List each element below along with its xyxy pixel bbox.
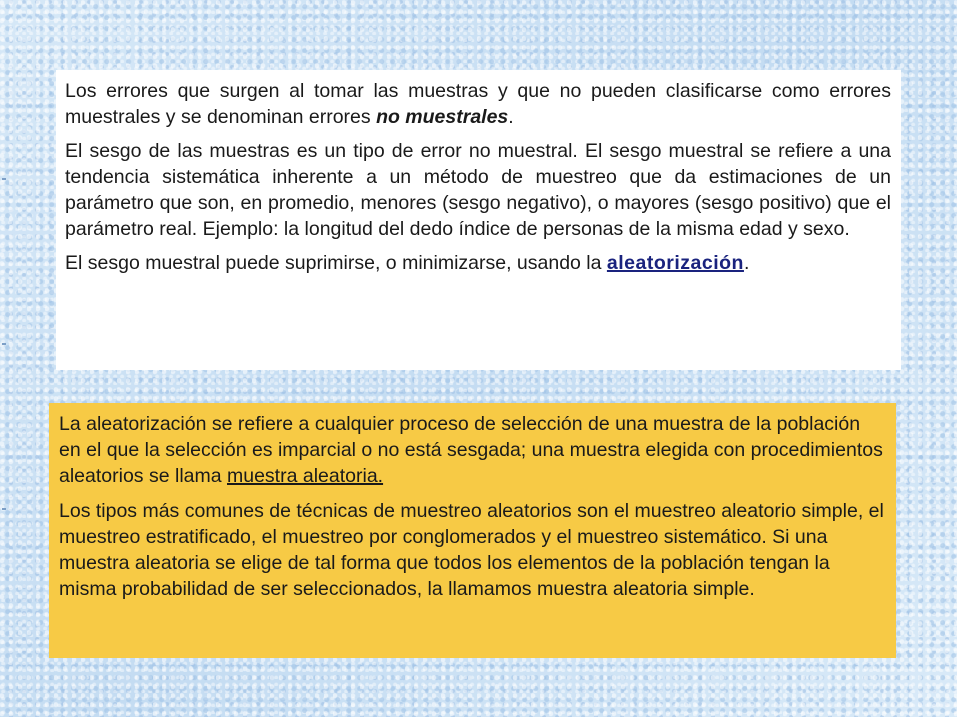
paragraph-text: Los errores que surgen al tomar las muestras y que no pueden clasificarse como errores muestrales y se denominan errores bbox=[65, 80, 891, 128]
edge-mark bbox=[2, 508, 6, 510]
sampling-techniques-paragraph: Los tipos más comunes de técnicas de muestreo aleatorios son el muestreo aleatorio simple, el muestreo estratificado, el muestreo por conglomerados y el muestreo sistemático. Si una muestra aleatoria se elige de tal forma que todos los elementos de la población tengan la misma probabilidad de ser seleccionados, la llamamos muestra aleatoria simple. bbox=[59, 500, 884, 600]
randomization-paragraph bbox=[65, 250, 891, 276]
paragraph-end: . bbox=[508, 106, 514, 128]
edge-mark bbox=[2, 178, 6, 180]
paragraph-end: . bbox=[743, 252, 750, 274]
emphasis-term: no muestrales bbox=[376, 106, 509, 128]
randomization-definition-paragraph bbox=[59, 411, 884, 489]
aleatorizacion-link[interactable]: aleatorización bbox=[606, 252, 744, 274]
paragraph-text: La aleatorización se refiere a cualquier proceso de selección de una muestra de la población en el que la selección es imparcial o no está sesgada; una muestra elegida con procedimientos aleatorios se llama bbox=[59, 413, 883, 487]
bottom-text-panel bbox=[49, 403, 896, 658]
paragraph-text: El sesgo muestral puede suprimirse, o minimizarse, usando la bbox=[65, 252, 607, 274]
muestra-aleatoria-term: muestra aleatoria. bbox=[227, 465, 384, 487]
sampling-bias-paragraph: El sesgo de las muestras es un tipo de error no muestral. El sesgo muestral se refiere a una tendencia sistemática inherente a un método de muestreo que da estimaciones de un parámetro que son, en promedio, menores (sesgo negativo), o mayores (sesgo positivo) que el parámetro real. Ejemplo: la longitud del dedo índice de personas de la misma edad y sexo. bbox=[65, 140, 891, 240]
top-text-panel bbox=[56, 70, 901, 370]
non-sampling-errors-paragraph bbox=[65, 78, 891, 130]
edge-mark bbox=[2, 343, 6, 345]
